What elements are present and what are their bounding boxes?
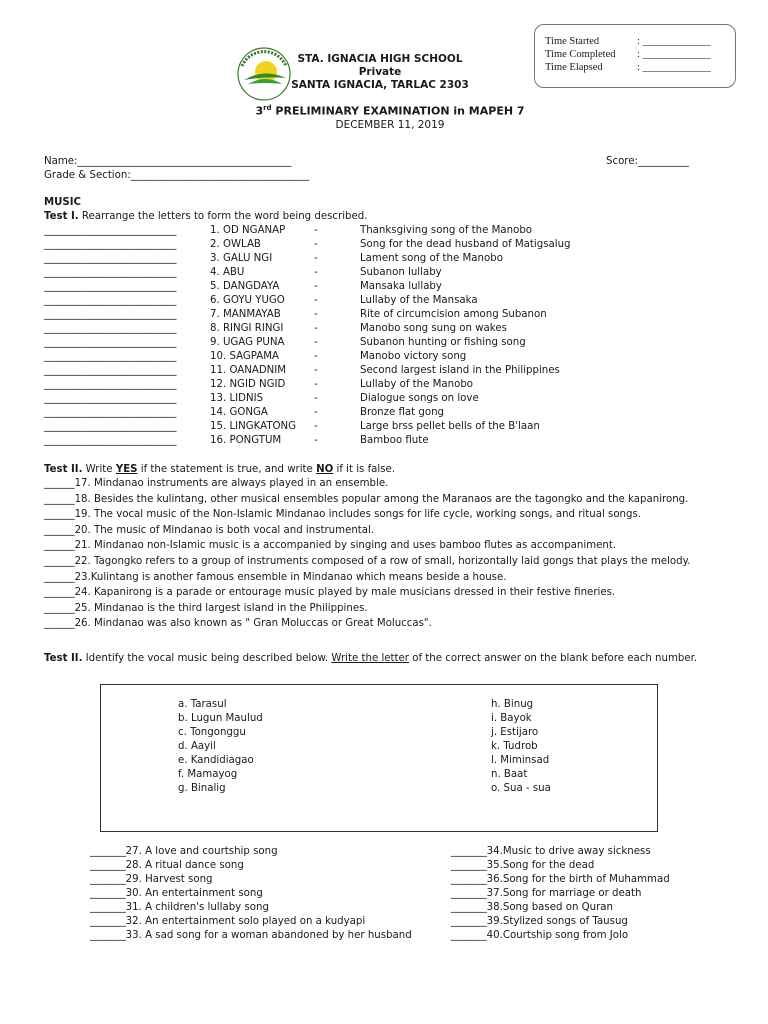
separator-dash: - <box>314 309 318 320</box>
word-description: Bamboo flute <box>360 435 429 446</box>
exam-ordinal: 3 <box>255 104 264 118</box>
identification-item[interactable]: _______32. An entertainment solo played on a kudyapi <box>90 916 366 927</box>
identification-item[interactable]: _______35.Song for the dead <box>451 860 595 871</box>
test2-yes: YES <box>115 464 138 475</box>
time-elapsed-row <box>545 62 711 73</box>
identification-item[interactable]: _______34.Music to drive away sickness <box>451 846 651 857</box>
true-false-item[interactable]: ______26. Mindanao was also known as " Gran Moluccas or Great Moluccas". <box>44 618 432 630</box>
scrambled-word: 5. DANGDAYA <box>210 281 280 292</box>
time-box <box>534 24 736 88</box>
true-false-item[interactable]: ______18. Besides the kulintang, other musical ensembles popular among the Maranaos are the tagongko and the kapanirong. <box>44 493 689 505</box>
choice-item: a. Tarasul <box>178 699 227 710</box>
test2-instr-c: if it is false. <box>333 464 396 475</box>
choice-item: g. Binalig <box>178 783 226 794</box>
answer-blank[interactable]: __________________________ <box>44 435 177 446</box>
choice-item: k. Tudrob <box>491 741 538 752</box>
identification-item[interactable]: _______29. Harvest song <box>90 874 213 885</box>
answer-blank[interactable]: __________________________ <box>44 323 177 334</box>
word-description: Large brss pellet bells of the B'laan <box>360 421 540 432</box>
answer-blank[interactable]: __________________________ <box>44 365 177 376</box>
school-type: Private <box>358 66 402 78</box>
exam-date: DECEMBER 11, 2019 <box>335 119 445 131</box>
word-description: Rite of circumcision among Subanon <box>360 309 547 320</box>
test1-label: Test I. <box>44 211 79 222</box>
separator-dash: - <box>314 267 318 278</box>
word-description: Dialogue songs on love <box>360 393 479 404</box>
scrambled-word: 4. ABU <box>210 267 245 278</box>
identification-item[interactable]: _______31. A children's lullaby song <box>90 902 269 913</box>
separator-dash: - <box>314 337 318 348</box>
separator-dash: - <box>314 407 318 418</box>
time-started-value: : _____________ <box>637 36 711 47</box>
word-description: Subanon lullaby <box>360 267 442 278</box>
choice-item: j. Estijaro <box>491 727 539 738</box>
choice-item: b. Lugun Maulud <box>178 713 263 724</box>
word-description: Song for the dead husband of Matigsalug <box>360 239 571 250</box>
identification-item[interactable]: _______38.Song based on Quran <box>451 902 614 913</box>
score-field[interactable]: Score:__________ <box>606 156 689 167</box>
answer-blank[interactable]: __________________________ <box>44 309 177 320</box>
test3-instr-b: of the correct answer on the blank before each number. <box>409 653 698 664</box>
time-started-label: Time Started <box>545 36 600 47</box>
separator-dash: - <box>314 253 318 264</box>
scrambled-word: 9. UGAG PUNA <box>210 337 285 348</box>
identification-item[interactable]: _______27. A love and courtship song <box>90 846 278 857</box>
answer-blank[interactable]: __________________________ <box>44 421 177 432</box>
exam-title-text: PRELIMINARY EXAMINATION in MAPEH 7 <box>271 104 525 118</box>
separator-dash: - <box>314 379 318 390</box>
choice-item: l. Miminsad <box>491 755 550 766</box>
test2-instr-a: Write <box>82 464 116 475</box>
choice-item: f. Mamayog <box>178 769 238 780</box>
test2-label: Test II. <box>44 464 83 475</box>
test3-instruction <box>44 652 697 666</box>
test1-instruction <box>44 210 367 224</box>
scrambled-word: 6. GOYU YUGO <box>210 295 285 306</box>
scrambled-word: 15. LINGKATONG <box>210 421 297 432</box>
separator-dash: - <box>314 351 318 362</box>
identification-item[interactable]: _______37.Song for marriage or death <box>451 888 642 899</box>
separator-dash: - <box>314 365 318 376</box>
word-description: Lament song of the Manobo <box>360 253 503 264</box>
answer-blank[interactable]: __________________________ <box>44 281 177 292</box>
answer-blank[interactable]: __________________________ <box>44 393 177 404</box>
scrambled-word: 16. PONGTUM <box>210 435 282 446</box>
exam-ordinal-suffix: rd <box>263 104 272 112</box>
scrambled-word: 13. LIDNIS <box>210 393 264 404</box>
identification-item[interactable]: _______30. An entertainment song <box>90 888 263 899</box>
grade-section-field[interactable]: Grade & Section:___________________________________ <box>44 170 310 181</box>
scrambled-word: 7. MANMAYAB <box>210 309 281 320</box>
separator-dash: - <box>314 421 318 432</box>
word-description: Manobo victory song <box>360 351 467 362</box>
true-false-item[interactable]: ______23.Kulintang is another famous ensemble in Mindanao which means beside a house. <box>44 571 507 583</box>
word-description: Bronze flat gong <box>360 407 445 418</box>
scrambled-word: 1. OD NGANAP <box>210 225 286 236</box>
separator-dash: - <box>314 281 318 292</box>
true-false-item[interactable]: ______17. Mindanao instruments are always played in an ensemble. <box>44 478 389 489</box>
school-name: STA. IGNACIA HIGH SCHOOL <box>297 53 463 65</box>
scrambled-word: 10. SAGPAMA <box>210 351 279 362</box>
identification-item[interactable]: _______40.Courtship song from Jolo <box>451 930 629 941</box>
choice-item: n. Baat <box>491 769 528 780</box>
identification-item[interactable]: _______36.Song for the birth of Muhammad <box>451 874 670 885</box>
scrambled-word: 11. OANADNIM <box>210 365 287 376</box>
scrambled-word: 12. NGID NGID <box>210 379 286 390</box>
time-completed-row <box>545 49 711 60</box>
test1-instruction-text: Rearrange the letters to form the word being described. <box>78 211 368 222</box>
separator-dash: - <box>314 393 318 404</box>
word-description: Thanksgiving song of the Manobo <box>360 225 533 236</box>
test2-instruction <box>44 463 395 477</box>
answer-blank[interactable]: __________________________ <box>44 407 177 418</box>
answer-blank[interactable]: __________________________ <box>44 239 177 250</box>
test3-instr-a: Identify the vocal music being described below. <box>82 653 332 664</box>
answer-blank[interactable]: __________________________ <box>44 351 177 362</box>
choice-item: c. Tongonggu <box>178 727 246 738</box>
word-description: Lullaby of the Mansaka <box>360 295 478 306</box>
answer-blank[interactable]: __________________________ <box>44 225 177 236</box>
test3-instr-underlined: Write the letter <box>331 653 409 664</box>
choices-box <box>100 684 658 832</box>
word-description: Manobo song sung on wakes <box>360 323 507 334</box>
time-completed-label: Time Completed <box>545 49 616 60</box>
answer-blank[interactable]: __________________________ <box>44 253 177 264</box>
test2-instr-b: if the statement is true, and write <box>137 464 317 475</box>
separator-dash: - <box>314 435 318 446</box>
time-elapsed-label: Time Elapsed <box>545 62 603 73</box>
exam-title <box>200 104 580 118</box>
identification-item[interactable]: _______39.Stylized songs of Tausug <box>451 916 628 927</box>
scrambled-word: 3. GALU NGI <box>210 253 273 264</box>
true-false-item[interactable]: ______21. Mindanao non-Islamic music is a accompanied by singing and uses bamboo flutes as accompaniment. <box>44 540 617 552</box>
true-false-item[interactable]: ______25. Mindanao is the third largest island in the Philippines. <box>44 602 368 614</box>
choice-item: i. Bayok <box>491 713 532 724</box>
answer-blank[interactable]: __________________________ <box>44 337 177 348</box>
test3-label: Test II. <box>44 653 83 664</box>
scrambled-word: 2. OWLAB <box>210 239 261 250</box>
word-description: Lullaby of the Manobo <box>360 379 474 390</box>
choice-item: d. Aayil <box>178 741 216 752</box>
word-description: Mansaka lullaby <box>360 281 442 292</box>
identification-item[interactable]: _______33. A sad song for a woman abandoned by her husband <box>90 930 412 941</box>
name-field[interactable]: Name:__________________________________________ <box>44 156 292 167</box>
word-description: Subanon hunting or fishing song <box>360 337 526 348</box>
music-heading: MUSIC <box>44 197 82 208</box>
true-false-item[interactable]: ______24. Kapanirong is a parade or entourage music played by male musicians dressed in their festive fineries. <box>44 587 616 599</box>
scrambled-word: 14. GONGA <box>210 407 268 418</box>
school-address: SANTA IGNACIA, TARLAC 2303 <box>291 79 469 91</box>
choice-item: o. Sua - sua <box>491 783 551 794</box>
scrambled-word: 8. RINGI RINGI <box>210 323 284 334</box>
true-false-item[interactable]: ______20. The music of Mindanao is both vocal and instrumental. <box>44 524 375 536</box>
answer-blank[interactable]: __________________________ <box>44 379 177 390</box>
true-false-item[interactable]: ______22. Tagongko refers to a group of instruments composed of a row of small, horizontally laid gongs that plays the melody. <box>44 556 691 567</box>
test2-no: NO <box>316 464 334 475</box>
identification-item[interactable]: _______28. A ritual dance song <box>90 860 244 871</box>
answer-blank[interactable]: __________________________ <box>44 267 177 278</box>
time-elapsed-value: : _____________ <box>637 62 711 73</box>
separator-dash: - <box>314 295 318 306</box>
time-started-row <box>545 36 711 47</box>
answer-blank[interactable]: __________________________ <box>44 295 177 306</box>
separator-dash: - <box>314 323 318 334</box>
time-completed-value: : _____________ <box>637 49 711 60</box>
word-description: Second largest island in the Philippines <box>360 365 560 376</box>
true-false-item[interactable]: ______19. The vocal music of the Non-Islamic Mindanao includes songs for life cycle, working songs, and ritual songs. <box>44 509 642 521</box>
choice-item: h. Binug <box>491 699 534 710</box>
separator-dash: - <box>314 239 318 250</box>
choice-item: e. Kandidiagao <box>178 755 254 766</box>
separator-dash: - <box>314 225 318 236</box>
